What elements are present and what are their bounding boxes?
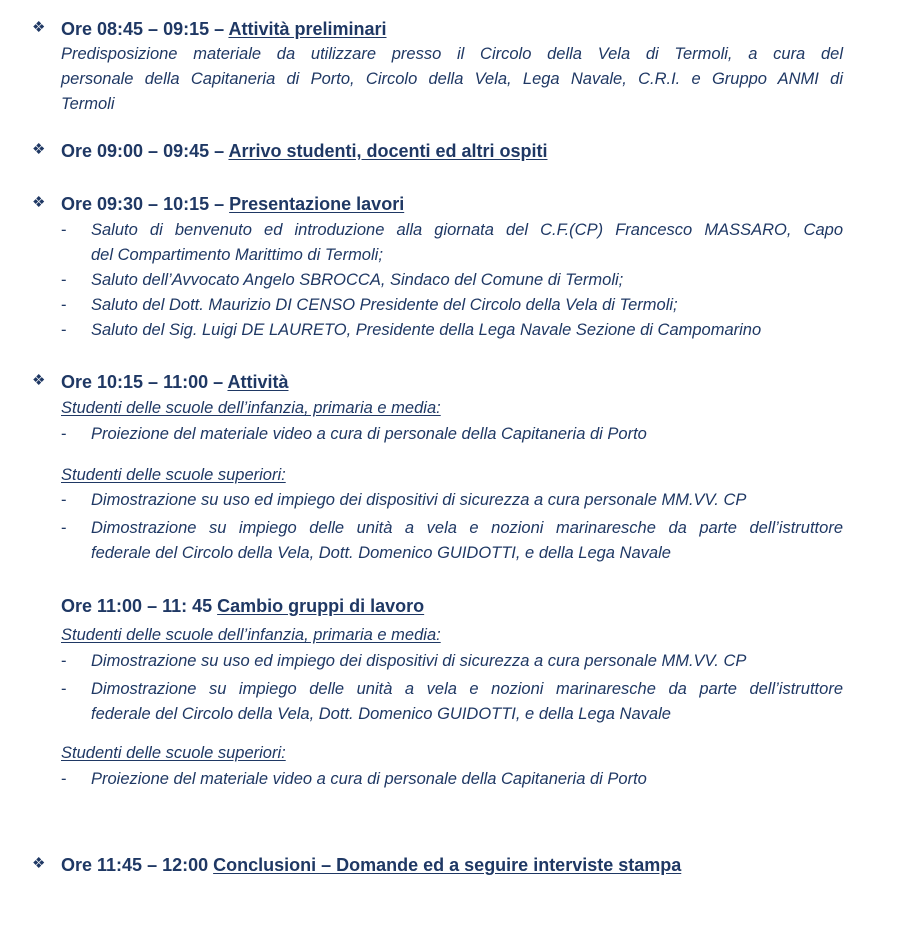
list-item-text: Saluto del Dott. Maurizio DI CENSO Presidente del Circolo della Vela di Termoli; xyxy=(91,296,678,314)
description-line: personale della Capitaneria di Porto, Circolo della Vela, Lega Navale, C.R.I. e Gruppo ANMI di xyxy=(61,70,843,88)
list-item-text: Proiezione del materiale video a cura di personale della Capitaneria di Porto xyxy=(91,425,647,443)
time-range: Ore 08:45 – 09:15 – xyxy=(61,19,229,39)
dash-marker: - xyxy=(61,680,67,698)
dash-marker: - xyxy=(61,221,67,239)
schedule-heading-3 xyxy=(61,193,404,215)
section-title: Cambio gruppi di lavoro xyxy=(217,596,425,616)
schedule-heading-5 xyxy=(61,595,424,617)
dash-marker: - xyxy=(61,652,67,670)
list-item-text: Proiezione del materiale video a cura di personale della Capitaneria di Porto xyxy=(91,770,647,788)
dash-marker: - xyxy=(61,519,67,537)
section-title: Presentazione lavori xyxy=(229,194,405,214)
section-title: Arrivo studenti, docenti ed altri ospiti xyxy=(228,141,548,161)
time-range: Ore 09:30 – 10:15 – xyxy=(61,194,230,214)
dash-marker: - xyxy=(61,770,67,788)
dash-marker: - xyxy=(61,491,67,509)
list-item-text: Saluto di benvenuto ed introduzione alla giornata del C.F.(CP) Francesco MASSARO, Capo xyxy=(91,221,843,239)
list-item-text: Dimostrazione su impiego delle unità a vela e nozioni marinaresche da parte dell’istruttore xyxy=(91,680,843,698)
section-title: Attività xyxy=(227,372,289,392)
description-line: Predisposizione materiale da utilizzare presso il Circolo della Vela di Termoli, a cura del xyxy=(61,45,843,63)
bullet-icon: ❖ xyxy=(32,372,46,389)
bullet-icon: ❖ xyxy=(32,194,46,211)
group-subheading: Studenti delle scuole dell’infanzia, primaria e media: xyxy=(61,399,441,417)
list-item-text: Dimostrazione su impiego delle unità a vela e nozioni marinaresche da parte dell’istruttore xyxy=(91,519,843,537)
dash-marker: - xyxy=(61,321,67,339)
list-item xyxy=(61,218,843,268)
dash-marker: - xyxy=(61,425,67,443)
list-item xyxy=(61,516,843,566)
schedule-heading-4 xyxy=(61,371,288,393)
section-title: Attività preliminari xyxy=(228,19,387,39)
section-title: Conclusioni – Domande ed a seguire interviste stampa xyxy=(213,855,682,875)
dash-marker: - xyxy=(61,296,67,314)
list-item-text: Dimostrazione su uso ed impiego dei dispositivi di sicurezza a cura personale MM.VV. CP xyxy=(91,652,747,670)
time-range: Ore 10:15 – 11:00 – xyxy=(61,372,228,392)
schedule-heading-2 xyxy=(61,140,548,162)
description-line: Termoli xyxy=(61,95,115,113)
description xyxy=(61,42,843,117)
group-subheading: Studenti delle scuole superiori: xyxy=(61,466,286,484)
list-item-text: federale del Circolo della Vela, Dott. Domenico GUIDOTTI, e della Lega Navale xyxy=(91,705,671,723)
list-item-text: federale del Circolo della Vela, Dott. Domenico GUIDOTTI, e della Lega Navale xyxy=(91,544,671,562)
list-item-text: del Compartimento Marittimo di Termoli; xyxy=(91,246,383,264)
time-range: Ore 11:45 – 12:00 xyxy=(61,855,214,875)
list-item-text: Saluto del Sig. Luigi DE LAURETO, Presidente della Lega Navale Sezione di Campomarino xyxy=(91,321,762,339)
time-range: Ore 11:00 – 11: 45 xyxy=(61,596,218,616)
group-subheading: Studenti delle scuole dell’infanzia, primaria e media: xyxy=(61,626,441,644)
time-range: Ore 09:00 – 09:45 – xyxy=(61,141,229,161)
list-item-text: Dimostrazione su uso ed impiego dei dispositivi di sicurezza a cura personale MM.VV. CP xyxy=(91,491,747,509)
dash-marker: - xyxy=(61,271,67,289)
bullet-icon: ❖ xyxy=(32,19,46,36)
bullet-icon: ❖ xyxy=(32,141,46,158)
group-subheading: Studenti delle scuole superiori: xyxy=(61,744,286,762)
bullet-icon: ❖ xyxy=(32,855,46,872)
list-item-text: Saluto dell’Avvocato Angelo SBROCCA, Sindaco del Comune di Termoli; xyxy=(91,271,624,289)
schedule-heading-1 xyxy=(61,18,387,40)
list-item xyxy=(61,677,843,727)
schedule-heading-6 xyxy=(61,854,681,876)
